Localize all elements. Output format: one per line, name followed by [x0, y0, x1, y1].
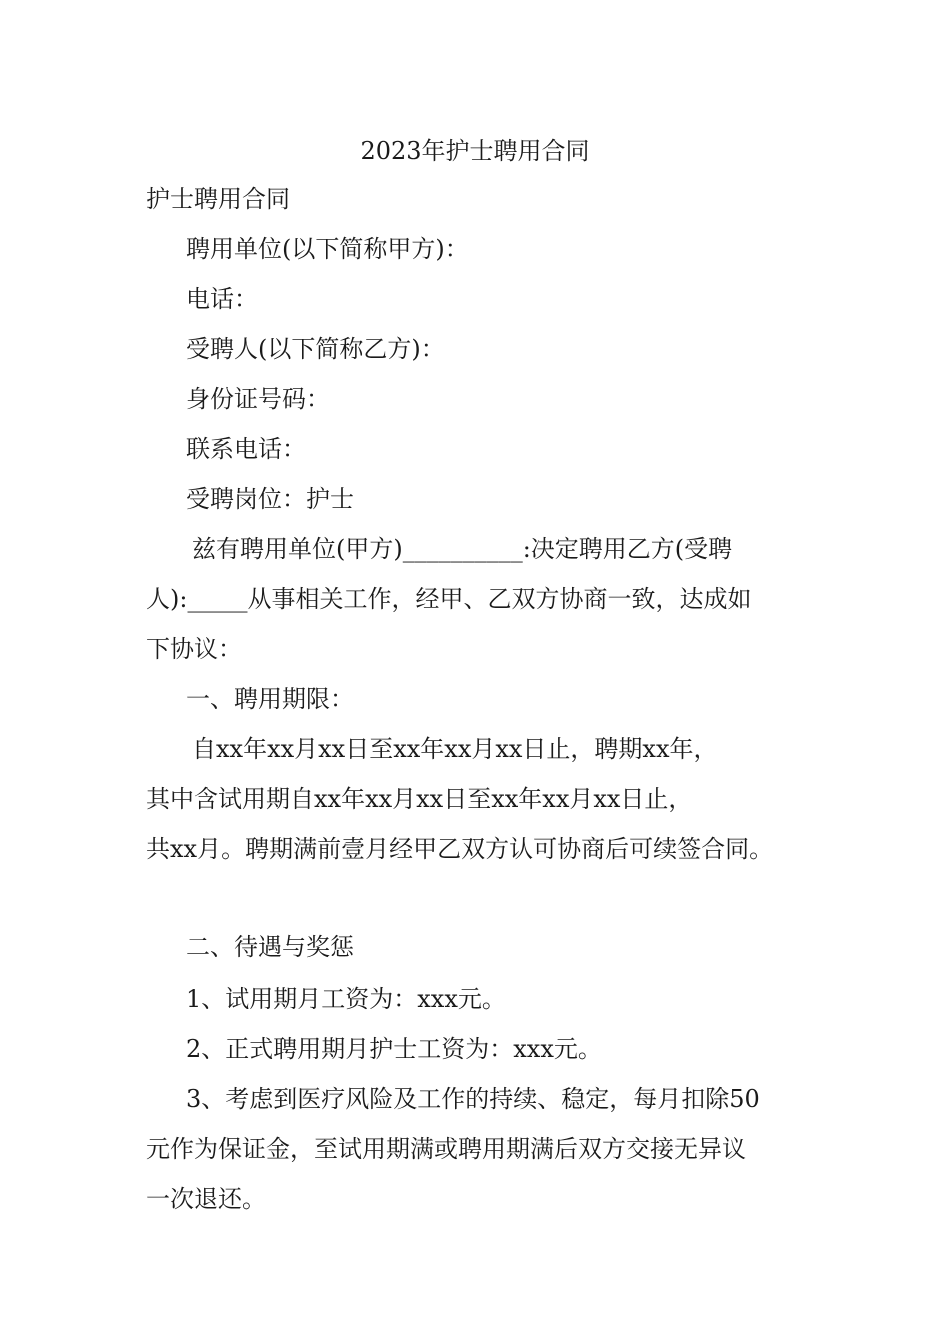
pay-item-2: 2、正式聘用期月护士工资为：xxx元。: [186, 1035, 602, 1063]
term-paragraph-line: 其中含试用期自xx年xx月xx日至xx年xx月xx日止，: [146, 785, 693, 813]
section-heading-term: 一、聘用期限：: [186, 685, 354, 713]
pay-item-3: 3、考虑到医疗风险及工作的持续、稳定，每月扣除50: [186, 1085, 760, 1113]
section-heading-pay: 二、待遇与奖惩: [186, 933, 354, 961]
term-paragraph-line: 共xx月。聘期满前壹月经甲乙双方认可协商后可续签合同。: [146, 835, 774, 863]
contact-phone-field: 联系电话：: [186, 435, 306, 463]
employer-field: 聘用单位(以下简称甲方)：: [186, 235, 469, 263]
document-title: 2023年护士聘用合同: [360, 137, 590, 165]
phone-field: 电话：: [186, 285, 258, 313]
intro-paragraph-line: 兹有聘用单位(甲方)__________:决定聘用乙方(受聘: [192, 535, 733, 563]
position-field: 受聘岗位：护士: [186, 485, 354, 513]
intro-paragraph-line: 人):_____从事相关工作，经甲、乙双方协商一致，达成如: [146, 585, 752, 613]
term-paragraph-line: 自xx年xx月xx日至xx年xx月xx日止，聘期xx年，: [192, 735, 718, 763]
employee-field: 受聘人(以下简称乙方)：: [186, 335, 445, 363]
id-number-field: 身份证号码：: [186, 385, 330, 413]
pay-item-1: 1、试用期月工资为：xxx元。: [186, 985, 506, 1013]
contract-heading: 护士聘用合同: [146, 185, 290, 213]
pay-item-3-line: 一次退还。: [146, 1185, 266, 1213]
intro-paragraph-line: 下协议：: [146, 635, 242, 663]
pay-item-3-line: 元作为保证金，至试用期满或聘用期满后双方交接无异议: [146, 1135, 746, 1163]
